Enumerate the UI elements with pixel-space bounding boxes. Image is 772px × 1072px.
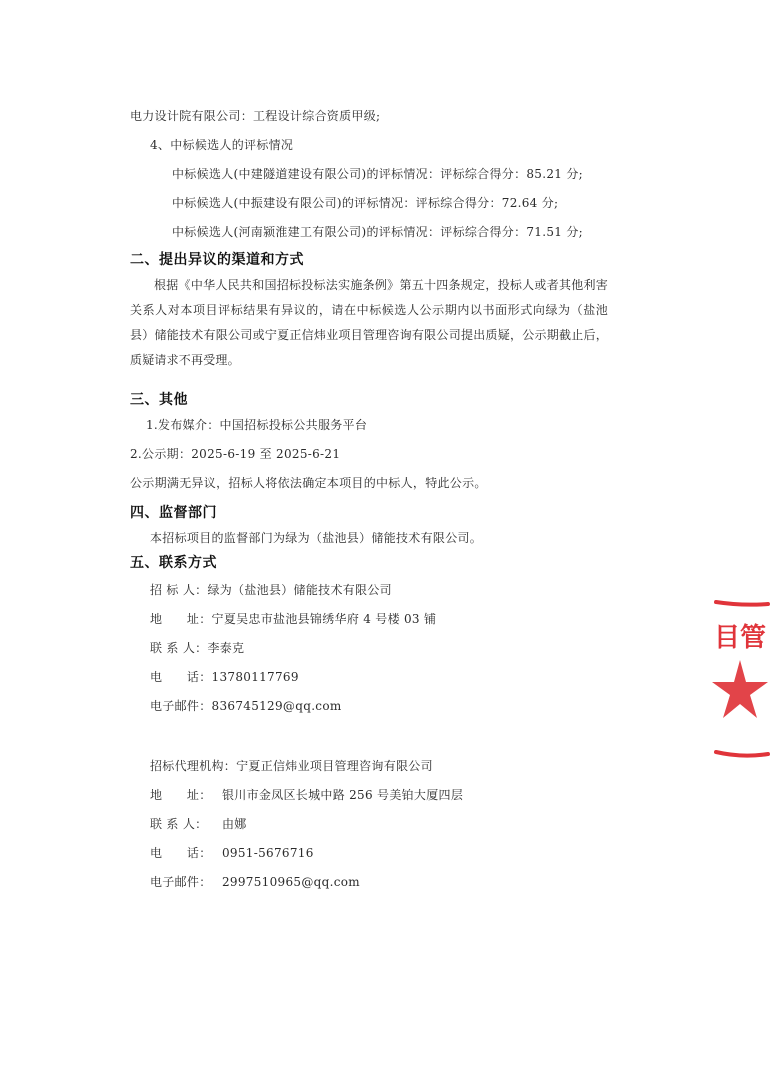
agency-phone-row [150, 845, 314, 861]
agency-phone-value: 0951-5676716 [222, 846, 314, 860]
agency-email-row [150, 874, 360, 890]
section-4-title: 4、中标候选人的评标情况 [150, 138, 294, 152]
supervision-text: 本招标项目的监督部门为绿为（盐池县）储能技术有限公司。 [150, 531, 483, 545]
tenderer-value: 绿为（盐池县）储能技术有限公司 [207, 583, 392, 597]
other-heading: 三、其他 [130, 392, 188, 408]
agency-contact-value: 由娜 [222, 817, 247, 831]
company-seal-icon [712, 600, 772, 770]
tenderer-address-row [150, 611, 436, 627]
agency-address-value: 银川市金凤区长城中路 256 号美铂大厦四层 [222, 788, 464, 802]
objection-heading: 二、提出异议的渠道和方式 [130, 252, 304, 268]
agency-row [150, 758, 433, 774]
publicity-period: 2.公示期：2025-6-19 至 2025-6-21 [130, 447, 341, 461]
candidate-score-1: 中标候选人(中建隧道建设有限公司)的评标情况：评标综合得分：85.21 分; [172, 167, 583, 181]
agency-address-label: 地 址： [150, 788, 212, 802]
tenderer-email-value: 836745129@qq.com [211, 699, 342, 713]
tenderer-contact-value: 李泰克 [207, 641, 245, 655]
tenderer-phone-value: 13780117769 [211, 670, 299, 684]
agency-phone-label: 电 话： [150, 846, 212, 860]
agency-label: 招标代理机构： [150, 759, 237, 773]
candidate-score-2: 中标候选人(中振建设有限公司)的评标情况：评标综合得分：72.64 分; [172, 196, 559, 210]
contact-heading: 五、联系方式 [130, 555, 217, 571]
objection-paragraph: 根据《中华人民共和国招标投标法实施条例》第五十四条规定，投标人或者其他利害关系人对本项目评标结果有异议的，请在中标候选人公示期内以书面形式向绿为（盐池县）储能技术有限公司或宁夏正信炜业项目管理咨询有限公司提出质疑，公示期截止后，质疑请求不再受理。 [130, 278, 608, 367]
agency-contact-label: 联 系 人： [150, 817, 208, 831]
tenderer-address-label: 地 址： [150, 612, 212, 626]
tenderer-row [150, 582, 392, 598]
tenderer-contact-label: 联 系 人： [150, 641, 208, 655]
candidate-score-3: 中标候选人(河南颍淮建工有限公司)的评标情况：评标综合得分：71.51 分; [172, 225, 583, 239]
publicity-note: 公示期满无异议，招标人将依法确定本项目的中标人，特此公示。 [130, 476, 487, 490]
agency-email-value: 2997510965@qq.com [222, 875, 360, 889]
tenderer-contact-row [150, 640, 244, 656]
tenderer-email-row [150, 698, 342, 714]
supervision-heading: 四、监督部门 [130, 505, 217, 521]
agency-address-row [150, 787, 463, 803]
agency-value: 宁夏正信炜业项目管理咨询有限公司 [236, 759, 433, 773]
agency-email-label: 电子邮件： [150, 875, 212, 889]
design-institute-line: 电力设计院有限公司：工程设计综合资质甲级; [130, 109, 381, 123]
tenderer-label: 招 标 人： [150, 583, 208, 597]
seal-text: 目管 [714, 623, 767, 653]
tenderer-address-value: 宁夏吴忠市盐池县锦绣华府 4 号楼 03 铺 [211, 612, 437, 626]
agency-contact-row [150, 816, 247, 832]
tenderer-email-label: 电子邮件： [150, 699, 212, 713]
tenderer-phone-row [150, 669, 299, 685]
publish-media: 1.发布媒介：中国招标投标公共服务平台 [146, 418, 368, 432]
tenderer-phone-label: 电 话： [150, 670, 212, 684]
